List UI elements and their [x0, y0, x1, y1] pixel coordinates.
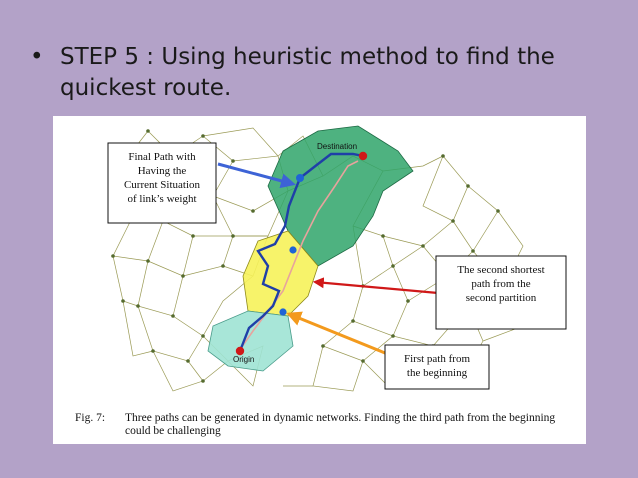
callout-second-path-line-2: path from the — [471, 278, 531, 290]
origin-node — [236, 347, 244, 355]
partition-node-2 — [289, 246, 296, 253]
callout-second-path-line-1: The second shortest — [457, 264, 545, 276]
caption-text: Three paths can be generated in dynamic networks. Finding the third path from the beginning could be challenging — [125, 412, 556, 437]
origin-label: Origin — [233, 355, 255, 364]
callout-second-path-box — [436, 256, 566, 329]
bullet-point — [30, 42, 620, 104]
partition-node-1 — [296, 174, 304, 182]
destination-node — [359, 152, 367, 160]
destination-label: Destination — [317, 142, 358, 151]
red-arrow — [315, 282, 438, 293]
bullet-text: STEP 5 : Using heuristic method to find the quickest route. — [60, 44, 555, 101]
callout-final-path-line-3: Current Situation — [123, 179, 201, 191]
callout-final-path-line-1: Final Path with — [128, 151, 196, 163]
network-figure — [53, 116, 586, 444]
callout-final-path-box — [108, 143, 216, 223]
figure-caption — [75, 412, 580, 438]
network-diagram — [53, 116, 586, 406]
caption-label: Fig. 7: — [75, 412, 106, 424]
orange-arrow — [289, 314, 385, 353]
callout-final-path-line-4: of link’s weight — [127, 193, 197, 205]
callout-second-path-line-3: second partition — [465, 292, 537, 304]
partition-node-3 — [279, 308, 286, 315]
callout-final-path-line-2: Having the — [137, 165, 187, 177]
callout-first-path-box — [385, 345, 489, 389]
callout-first-path-line-2: the beginning — [406, 367, 468, 379]
bullet-symbol: • — [30, 44, 44, 70]
callout-first-path-line-1: First path from — [404, 353, 470, 365]
